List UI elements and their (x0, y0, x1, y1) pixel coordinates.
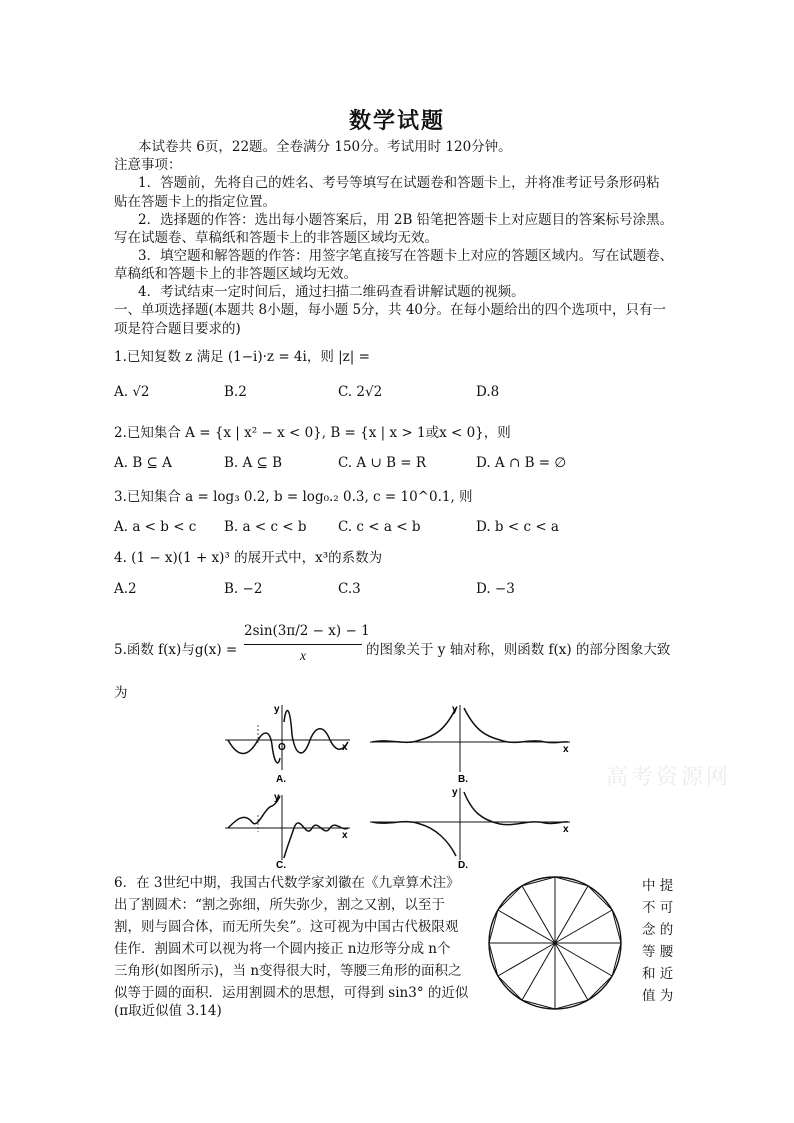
x-axis-label: x (563, 744, 569, 755)
graph-label: D. (458, 860, 468, 870)
polygon-spoke (555, 943, 612, 976)
q6-right-word: 值 为 (642, 988, 674, 1004)
section-heading: 一、单项选择题(本题共 8小题，每小题 5分，共 40分。在每小题给出的四个选项中，只有一 (114, 302, 666, 318)
q5-fraction (244, 622, 370, 665)
section-heading: 项是符合题目要求的) (114, 321, 241, 337)
graph-label: C. (276, 860, 286, 870)
graph-label: B. (458, 774, 468, 785)
x-axis-label: x (342, 830, 348, 841)
graph-b[interactable] (370, 704, 570, 785)
q3-option-d[interactable]: D. b < c < a (476, 519, 559, 535)
q4-option-d[interactable]: D. −3 (476, 581, 515, 597)
polygon-spoke (522, 943, 555, 1000)
q2-option-c[interactable]: C. A ∪ B = R (338, 455, 427, 471)
y-axis-label: y (274, 792, 280, 803)
graph-label: A. (276, 774, 286, 785)
x-axis-label: x (563, 824, 569, 835)
graph-c[interactable] (225, 792, 350, 870)
q6-right-word: 念 的 (642, 922, 674, 938)
q6-line: 似等于圆的面积．运用割圆术的思想，可得到 sin3° 的近似 (114, 985, 469, 1001)
q6-line: 6．在 3世纪中期，我国古代数学家刘徽在《九章算术注》 (114, 875, 460, 891)
question-4-stem: 4. (1 − x)(1 + x)³ 的展开式中，x³的系数为 (114, 550, 383, 566)
notice-line: 2．选择题的作答：选出每小题答案后，用 2B 铅笔把答题卡上对应题目的答案标号涂黑。 (138, 212, 674, 228)
q6-right-word: 等 腰 (642, 944, 674, 960)
q1-option-d[interactable]: D.8 (476, 384, 500, 400)
q5-graphs (220, 700, 580, 870)
question-5-stem-end: 为 (114, 685, 128, 701)
x-axis-label: x (342, 742, 348, 753)
graph-a[interactable] (225, 704, 350, 785)
polygon-spoke (498, 943, 555, 976)
notice-line: 贴在答题卡上的指定位置。 (114, 194, 276, 210)
notice-line: 3．填空题和解答题的作答：用签字笔直接写在答题卡上对应的答题区域内。写在试题卷、 (138, 248, 674, 264)
q6-right-word: 中 提 (642, 878, 674, 894)
graph-d[interactable] (370, 787, 570, 870)
question-5-prefix: 5.函数 f(x)与g(x) = (114, 642, 238, 658)
y-axis-label: y (452, 704, 458, 715)
q5-numerator: 2sin(3π/2 − x) − 1 (244, 623, 370, 639)
inscribed-polygon-figure (484, 872, 626, 1014)
polygon-spoke (555, 886, 588, 943)
q6-line: 佳作．割圆术可以视为将一个圆内接正 n边形等分成 n个 (114, 941, 451, 957)
q3-option-a[interactable]: A. a < b < c (114, 519, 197, 535)
q5-denominator: x (300, 648, 306, 663)
origin-label: O (278, 742, 286, 753)
question-1-stem: 1.已知复数 z 满足 (1−i)·z = 4i，则 |z| = (114, 349, 370, 365)
q6-right-word: 不 可 (642, 900, 674, 916)
q3-option-b[interactable]: B. a < c < b (224, 519, 307, 535)
polygon-spoke (498, 910, 555, 943)
q6-line: 割，则与圆合体，而无所失矣”。这可视为中国古代极限观 (114, 919, 459, 935)
notice-line: 4．考试结束一定时间后，通过扫描二维码查看讲解试题的视频。 (138, 284, 525, 300)
question-2-stem: 2.已知集合 A = {x | x² − x < 0}, B = {x | x > 1或x < 0}，则 (114, 425, 511, 441)
y-axis-label: y (452, 787, 458, 798)
notice-line: 写在试题卷、草稿纸和答题卡上的非答题区域均无效。 (114, 230, 438, 246)
q1-option-c[interactable]: C. 2√2 (338, 384, 383, 400)
q2-option-b[interactable]: B. A ⊆ B (224, 455, 283, 471)
q1-option-a[interactable]: A. √2 (114, 384, 150, 400)
q6-right-word: 和 近 (642, 966, 674, 982)
question-5-suffix: 的图象关于 y 轴对称，则函数 f(x) 的部分图象大致 (366, 642, 671, 658)
notice-heading: 注意事项： (114, 157, 182, 173)
q6-line: (π取近似值 3.14) (114, 1003, 222, 1019)
question-3-stem: 3.已知集合 a = log₃ 0.2, b = log₀.₂ 0.3, c = 10^0.1, 则 (114, 489, 473, 505)
q6-line: 出了割圆术：“割之弥细，所失弥少，割之又割，以至于 (114, 897, 445, 913)
notice-line: 1．答题前，先将自己的姓名、考号等填写在试题卷和答题卡上，并将准考证号条形码粘 (138, 175, 660, 191)
q3-option-c[interactable]: C. c < a < b (338, 519, 421, 535)
polygon-spoke (555, 943, 588, 1000)
watermark: 高考资源网 (606, 765, 732, 790)
polygon-spoke (522, 886, 555, 943)
intro-text: 本试卷共 6页，22题。全卷满分 150分。考试用时 120分钟。 (138, 139, 512, 155)
notice-line: 草稿纸和答题卡上的非答题区域均无效。 (114, 266, 357, 282)
q2-option-d[interactable]: D. A ∩ B = ∅ (476, 455, 567, 471)
q4-option-a[interactable]: A.2 (114, 581, 137, 597)
q4-option-c[interactable]: C.3 (338, 581, 361, 597)
q2-option-a[interactable]: A. B ⊆ A (114, 455, 172, 471)
q4-option-b[interactable]: B. −2 (224, 581, 263, 597)
q1-option-b[interactable]: B.2 (224, 384, 247, 400)
q6-line: 三角形(如图所示)，当 n变得很大时，等腰三角形的面积之 (114, 963, 462, 979)
polygon-spoke (555, 910, 612, 943)
y-axis-label: y (274, 704, 280, 715)
page-title: 数学试题 (348, 108, 445, 134)
